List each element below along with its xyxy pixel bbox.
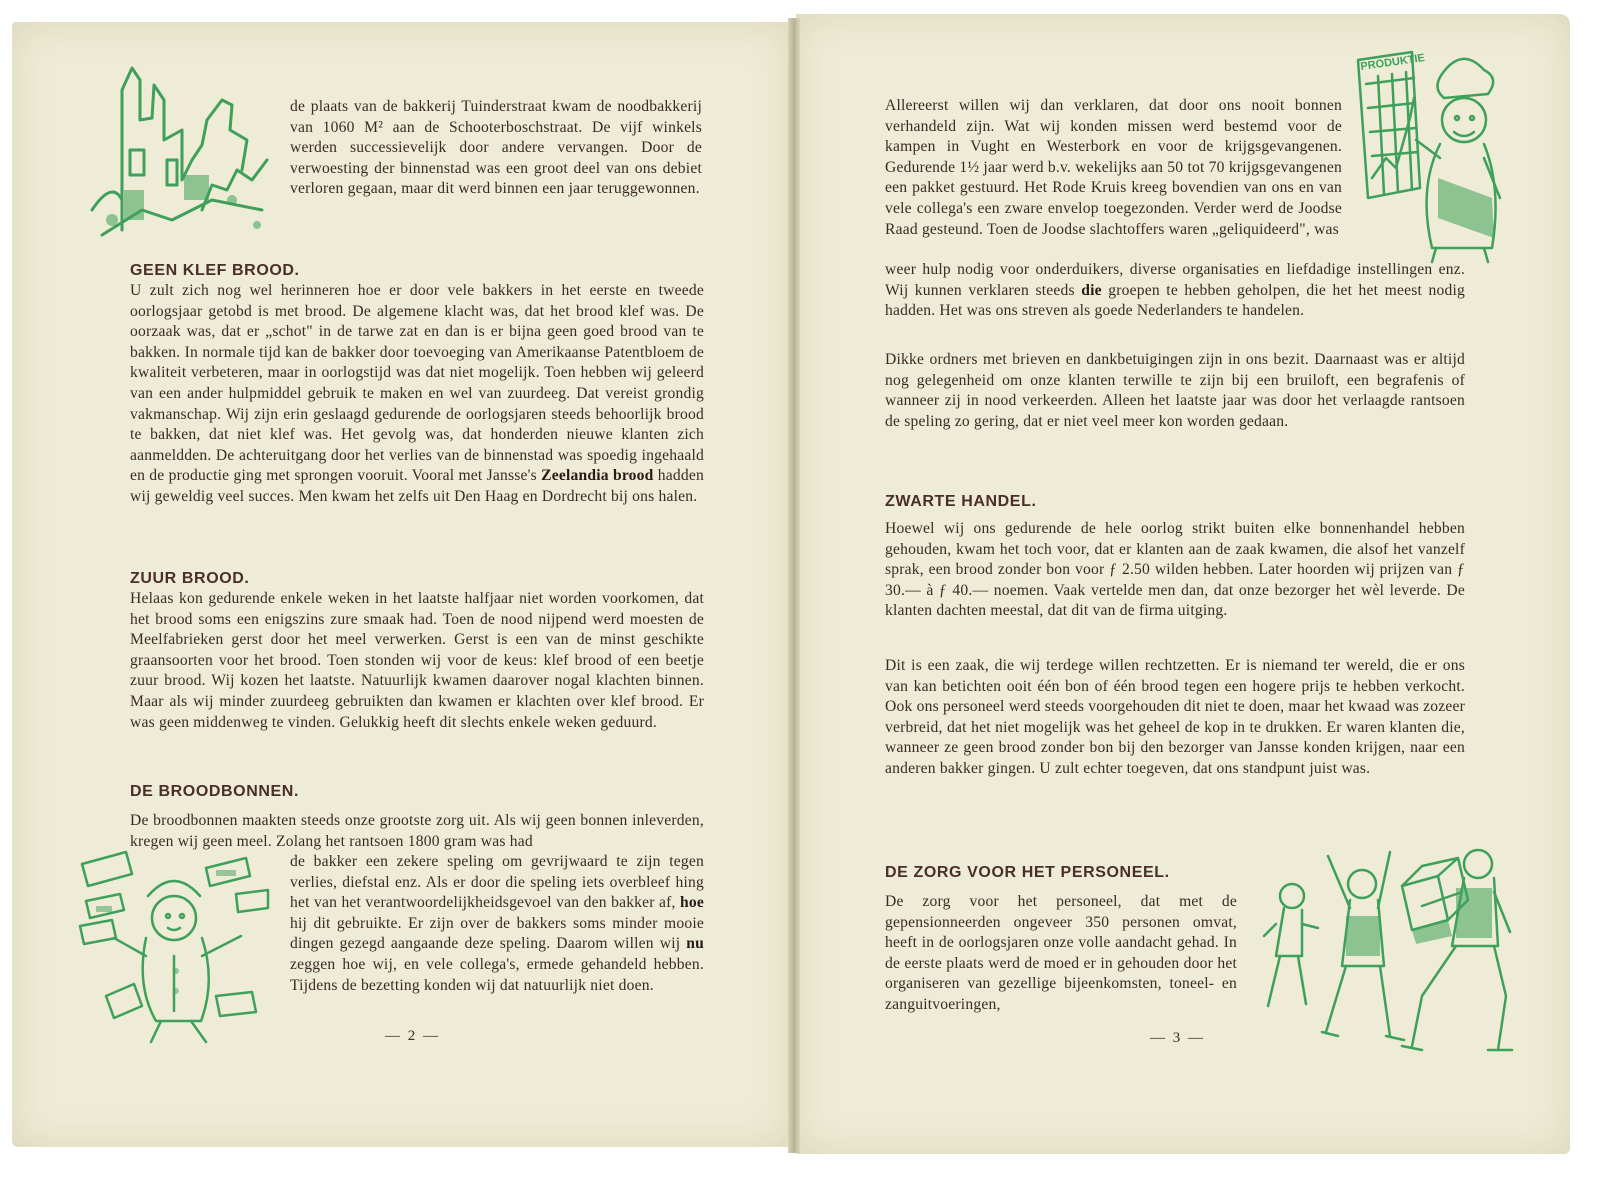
ruined-building-illustration [82, 60, 277, 240]
paragraph-text: zeggen hoe wij, en vele collega's, ermede gehandeld hebben. Tijdens de bezetting konden wij dat natuurlijk niet doen. [290, 955, 704, 994]
paragraph-text: U zult zich nog wel herinneren hoe er door vele bakkers in het eerste en tweede oorlogsjaar getobd is met brood. De algemene klacht was, dat het brood klef was. De oorzaak was, dat er „schot" in de tarwe zat en dan is er bijna geen goed brood van te bakken. In normale tijd kan de bakker door toevoeging van Amerikaanse Patentbloem de kwaliteit verbeteren, maar in oorlogstijd was dat niet mogelijk. Toen hebben wij geleerd van een ander hulpmiddel gebruik te maken en wel van zuurdeeg. Dat vereist grondig vakmanschap. Wij zijn erin geslaagd gedurende de oorlogsjaren steeds behoorlijk brood te bakken, dat niet klef was. Het gevolg was, dat honderden nieuwe klanten zich aanmeldden. De achteruitgang door het verlies van de binnenstad was spoedig ingehaald en de productie ging met sprongen vooruit. Vooral met Jansse's [130, 282, 704, 485]
bold-text-die: die [1081, 281, 1102, 299]
paragraph-dikke-ordners: Dikke ordners met brieven en dankbetuigingen zijn in ons bezit. Daarnaast was er altijd nog gelegenheid om onze klanten terwille te zijn bij een bruiloft, een begrafenis of wanneer zij in nood verkeerden. Alleen het laatste jaar was door het verlaagde rantsoen de speling zo gering, dat er niet veel meer kon worden gedaan. [885, 351, 1465, 430]
paragraph-text: hij dit gebruikte. Er zijn over de bakkers soms minder mooie dingen gezegd aangaande deze speling. Daarom willen wij [290, 914, 704, 953]
heading-zorg-personeel: DE ZORG VOOR HET PERSONEEL. [885, 864, 1170, 881]
paragraph-broodbonnen-a: De broodbonnen maakten steeds onze grootste zorg uit. Als wij geen bonnen inleverden, kregen wij geen meel. Zolang het rantsoen 1800 gram was had [130, 812, 704, 850]
paragraph-text: weer hulp nodig voor onderduikers, diverse organisaties en liefdadige instellingen enz. Wij kunnen verklaren steeds [885, 261, 1465, 299]
heading-zwarte-handel: ZWARTE HANDEL. [885, 493, 1037, 510]
right-intro-paragraph-a: Allereerst willen wij dan verklaren, dat door ons nooit bonnen verhandeld zijn. Wat wij konden missen werd bestemd voor de kampen in Vught en Westerbork en voor de krijgsgevangenen. Gedurende 1½ jaar werd b.v. wekelijks aan 50 tot 70 krijgsgevangenen een pakket gestuurd. Het Rode Kruis kreeg bovendien van ons en van vele collega's een zware envelop toegezonden. Verder werd de Joodse Raad gesteund. Toen de Joodse slachtoffers waren „geliquideerd", was [885, 97, 1342, 238]
heading-geen-klef-brood: GEEN KLEF BROOD. [130, 262, 300, 279]
baker-with-bread-coupons-illustration [76, 846, 276, 1046]
heading-de-broodbonnen: DE BROODBONNEN. [130, 783, 300, 800]
booklet-spine [788, 18, 800, 1153]
right-intro-paragraph-b [885, 260, 1465, 322]
page-number-left: — 2 — [385, 1028, 440, 1044]
paragraph-geen-klef-brood [130, 281, 704, 508]
production-sign-label: PRODUKTIE [1359, 52, 1426, 73]
bold-text-nu: nu [686, 935, 704, 953]
paragraph-broodbonnen-b [290, 852, 704, 996]
page-number-right: — 3 — [1150, 1030, 1205, 1046]
paragraph-zorg-personeel: De zorg voor het personeel, dat met de gepensionneerden ongeveer 350 personen omvat, heeft in de oorlogsjaren onze volle aandacht gehad. In de eerste plaats werd de moed er in gehouden door het organiseren van gezellige bijeenkomsten, toneel- en zanguitvoeringen, [885, 893, 1237, 1013]
celebrating-staff-illustration [1262, 836, 1532, 1064]
baker-holding-production-chart-illustration [1352, 48, 1502, 266]
heading-zuur-brood: ZUUR BROOD. [130, 570, 250, 587]
paragraph-text: groepen te hebben geholpen, die het het meest nodig hadden. Het was ons streven als goede Nederlanders te handelen. [885, 281, 1465, 320]
bold-text-hoe: hoe [680, 894, 704, 912]
paragraph-text: hadden wij geweldig veel succes. Men kwam het zelfs uit Den Haag en Dordrecht bij ons halen. [130, 467, 704, 505]
paragraph-zwarte-handel-2: Dit is een zaak, die wij terdege willen rechtzetten. Er is niemand ter wereld, die er ons van kan betichten ooit één bon of één brood tegen een hogere prijs te hebben verkocht. Ook ons personeel werd steeds voorgehouden dit niet te doen, maar het kwaad was zozeer verbreid, dat het niet mogelijk was het geheel de kop in te drukken. Er waren klanten die, wanneer ze geen brood zonder bon bij den bezorger van Jansse konden krijgen, naar een anderen bakker gingen. U zult echter toegeven, dat ons standpunt juist was. [885, 657, 1465, 777]
left-intro-paragraph: de plaats van de bakkerij Tuinderstraat kwam de noodbakkerij van 1060 M² aan de Schooterboschstraat. De vijf winkels werden successievelijk door andere vervangen. Door de verwoesting der binnenstad was een groot deel van ons debiet verloren gegaan, maar dit werd binnen een jaar teruggewonnen. [290, 98, 702, 198]
bold-text-zeelandia: Zeelandia brood [541, 467, 654, 485]
paragraph-text: de bakker een zekere speling om gevrijwaard te zijn tegen verlies, diefstal enz. Als er door die speling iets overbleef hing het van het verantwoordelijkheidsgevoel van den bakker af, [290, 853, 704, 912]
paragraph-zuur-brood: Helaas kon gedurende enkele weken in het laatste halfjaar niet worden voorkomen, dat het brood soms een enigszins zure smaak had. Toen de nood nijpend werd moesten de Meelfabrieken gerst door het meel verwerken. Gerst is een van de minst geschikte graansoorten voor het brood. Toen stonden wij voor de keus: klef brood of een beetje zuur brood. Wij kozen het laatste. Natuurlijk kwamen daarover nogal klachten binnen. Maar als wij minder zuurdeeg gebruikten dan kwamen er klachten over klef brood. Er was geen middenweg te vinden. Gelukkig heeft dit slechts enkele weken geduurd. [130, 590, 704, 731]
paragraph-zwarte-handel-1: Hoewel wij ons gedurende de hele oorlog strikt buiten elke bonnenhandel hebben gehouden, kwam het toch voor, dat er klanten aan de zaak kwamen, die alsof het vanzelf sprak, een brood zonder bon voor ƒ 2.50 wilden hebben. Later hoorden wij prijzen van ƒ 30.— à ƒ 40.— noemen. Vaak vertelde men dan, dat onze bezorger het wèl leverde. De klanten dachten meestal, dat dit van de firma uitging. [885, 520, 1465, 620]
